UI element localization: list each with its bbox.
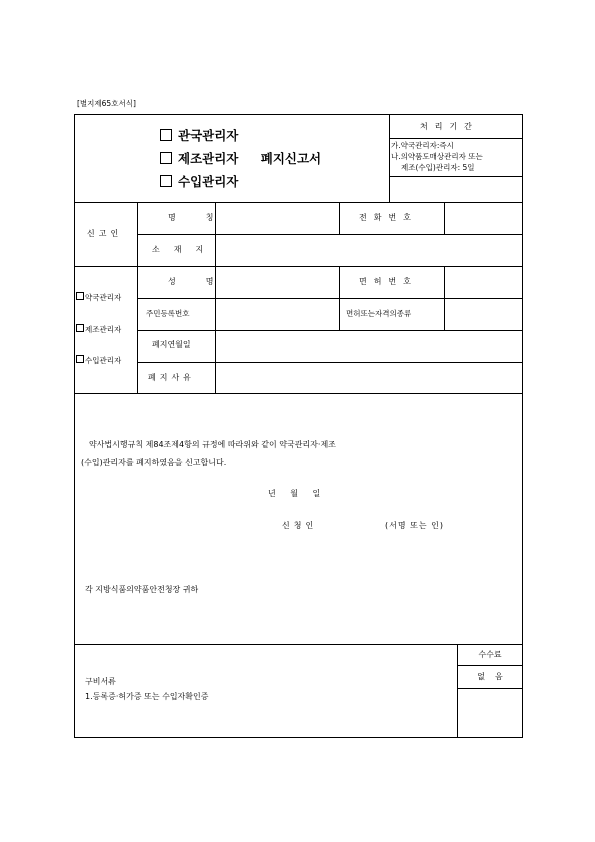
manager-type-pharmacy: 약국관리자 bbox=[76, 292, 121, 302]
manager-type-manufacturing: 제조관리자 bbox=[76, 324, 121, 334]
processing-period-line2: 나.의약품도매상관리자 또는 bbox=[391, 152, 483, 161]
checkbox-icon[interactable] bbox=[76, 355, 84, 363]
address-label: 소재지 bbox=[152, 245, 218, 254]
processing-period-header: 처리기간 bbox=[420, 122, 479, 131]
closing-reason-field[interactable] bbox=[216, 363, 522, 393]
address-field[interactable] bbox=[216, 235, 522, 266]
license-type-field[interactable] bbox=[445, 299, 522, 330]
resident-number-field[interactable] bbox=[216, 299, 339, 330]
signature-seal-label: (서명 또는 인) bbox=[385, 521, 444, 530]
fee-label: 수수료 bbox=[478, 650, 502, 659]
required-documents-title: 구비서류 bbox=[85, 677, 116, 686]
applicant-section-label: 신고인 bbox=[87, 229, 123, 238]
checkbox-icon[interactable] bbox=[160, 152, 172, 164]
manager-type-import: 수입관리자 bbox=[76, 355, 121, 365]
business-name-field[interactable] bbox=[216, 203, 339, 234]
title-option-pharmacy-manager: 관국관리자 bbox=[160, 128, 238, 143]
processing-period-line1: 가.약국관리자:즉시 bbox=[391, 141, 454, 150]
license-number-label: 면허번호 bbox=[359, 277, 418, 286]
addressee: 각 지방식품의약품안전청장 귀하 bbox=[85, 585, 199, 594]
checkbox-icon[interactable] bbox=[160, 129, 172, 141]
title-suffix: 폐지신고서 bbox=[260, 151, 322, 166]
required-document-1: 1.등록증·허가증 또는 수입자확인증 bbox=[85, 692, 209, 701]
closing-date-label: 폐지연월일 bbox=[152, 340, 191, 349]
closing-reason-label: 폐지사유 bbox=[148, 373, 195, 382]
resident-number-label: 주민등록번호 bbox=[146, 309, 190, 318]
checkbox-icon[interactable] bbox=[160, 175, 172, 187]
processing-period-line3: 제조(수입)관리자: 5일 bbox=[401, 163, 475, 172]
applicant-signature-label: 신청인 bbox=[282, 521, 318, 530]
declaration-text-line2: (수입)관리자를 폐지하였음을 신고합니다. bbox=[81, 458, 227, 467]
manager-name-label: 성명 bbox=[168, 277, 244, 286]
date-label: 년 월 일 bbox=[268, 489, 321, 498]
manager-name-field[interactable] bbox=[216, 267, 339, 298]
license-number-field[interactable] bbox=[445, 267, 522, 298]
fee-stamp-area bbox=[458, 689, 522, 737]
checkbox-icon[interactable] bbox=[76, 292, 84, 300]
closing-date-field[interactable] bbox=[216, 331, 522, 362]
phone-field[interactable] bbox=[445, 203, 522, 234]
checkbox-icon[interactable] bbox=[76, 324, 84, 332]
title-option-manufacturing-manager: 제조관리자 폐지신고서 bbox=[160, 151, 321, 166]
declaration-text-line1: 약사법시행규칙 제84조제4항의 규정에 따라위와 같이 약국관리자·제조 bbox=[89, 440, 336, 449]
phone-label: 전화번호 bbox=[359, 213, 418, 222]
license-type-label: 면허또는자격의종류 bbox=[346, 309, 412, 318]
form-number: [별지제65호서식] bbox=[77, 99, 136, 108]
fee-value: 없음 bbox=[477, 672, 513, 681]
business-name-label: 명칭 bbox=[168, 213, 244, 222]
title-option-import-manager: 수입관리자 bbox=[160, 174, 238, 189]
